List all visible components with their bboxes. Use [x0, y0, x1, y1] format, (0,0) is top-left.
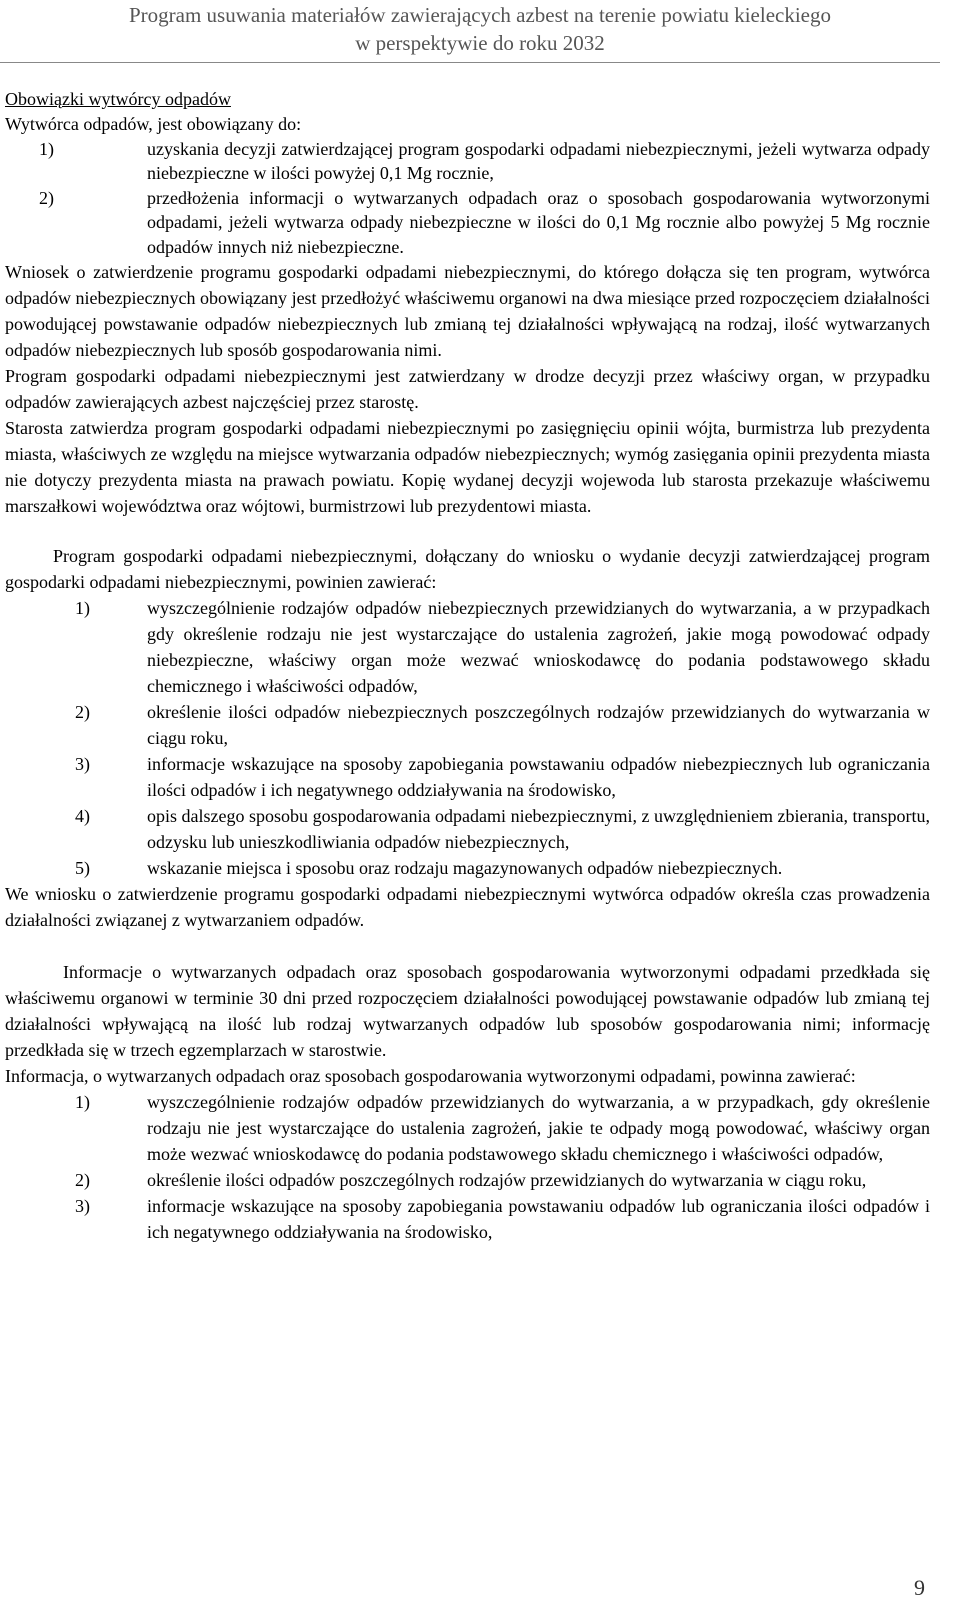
list-item — [5, 751, 930, 803]
paragraph: Informacja, o wytwarzanych odpadach oraz sposobach gospodarowania wytworzonymi odpadami, powinna zawierać: — [5, 1066, 856, 1086]
section-intro: Informacje o wytwarzanych odpadach oraz sposobach gospodarowania wytworzonymi odpadami przedkłada się właściwemu organowi w terminie 30 dni przed rozpoczęciem działalności powodującej powstawanie odpadów lub zmianą tej działalności wpływającą na ilość lub rodzaj wytwarzanych odpadów lub sposobów gospodarowania nimi; informację przedkłada się w trzech egzemplarzach w starostwie. — [5, 962, 930, 1060]
list-item-number: 1) — [75, 598, 90, 618]
list-item — [5, 803, 930, 855]
page-number: 9 — [914, 1575, 925, 1600]
paragraph: Starosta zatwierdza program gospodarki odpadami niebezpiecznymi po zasięgnięciu opinii wójta, burmistrza lub prezydenta miasta, właściwych ze względu na miejsce wytwarzania odpadów niebezpiecznych; wymóg zasięgania opinii prezydenta miasta nie dotyczy prezydenta miasta na prawach powiatu. Kopię wydanej decyzji wojewoda lub starosta przekazuje właściwemu marszałkowi województwa oraz wójtowi, burmistrzowi lub prezydentowi miasta. — [5, 418, 930, 516]
list-item — [5, 699, 930, 751]
spacer — [5, 933, 930, 959]
list-item-number: 2) — [39, 187, 54, 208]
section-producer-obligations — [5, 86, 930, 519]
list-item — [5, 1089, 930, 1167]
list-item — [5, 1167, 930, 1193]
information-contents-list — [5, 1089, 930, 1245]
list-item-number: 2) — [75, 702, 90, 722]
header-title-line-2: w perspektywie do roku 2032 — [355, 31, 605, 55]
program-contents-list — [5, 595, 930, 881]
paragraph: Program gospodarki odpadami niebezpiecznymi jest zatwierdzany w drodze decyzji przez właściwy organ, w przypadku odpadów zawierających azbest najczęściej przez starostę. — [5, 366, 930, 412]
paragraph: We wniosku o zatwierdzenie programu gospodarki odpadami niebezpiecznymi wytwórca odpadów określa czas prowadzenia działalności związanej z wytwarzaniem odpadów. — [5, 884, 930, 930]
section-heading: Obowiązki wytwórcy odpadów — [5, 89, 231, 109]
list-item-number: 3) — [75, 1196, 90, 1216]
list-item-text: informacje wskazujące na sposoby zapobiegania powstawaniu odpadów niebezpiecznych lub ograniczania ilości odpadów i ich negatywnego oddziaływania na środowisko, — [147, 754, 930, 800]
section-program-contents — [5, 543, 930, 933]
header-title-line-1: Program usuwania materiałów zawierających azbest na terenie powiatu kieleckiego — [128, 3, 832, 27]
list-item — [5, 595, 930, 699]
section-waste-information — [5, 959, 930, 1245]
list-item-number: 4) — [75, 806, 90, 826]
list-item — [5, 855, 930, 881]
list-item-text: wskazanie miejsca i sposobu oraz rodzaju magazynowanych odpadów niebezpiecznych. — [147, 858, 783, 878]
list-item-text: określenie ilości odpadów poszczególnych rodzajów przewidzianych do wytwarzania w ciągu roku, — [147, 1170, 867, 1190]
paragraph: Wniosek o zatwierdzenie programu gospodarki odpadami niebezpiecznymi, do którego dołącza się ten program, wytwórca odpadów niebezpiecznych obowiązany jest przedłożyć właściwemu organowi na dwa miesiące przed rozpoczęciem działalności powodującej powstawanie odpadów niebezpiecznych lub zmianą tej działalności wpływającą na rodzaj, ilość wytwarzanych odpadów niebezpiecznych lub sposób gospodarowania nimi. — [5, 262, 930, 360]
list-item-text: wyszczególnienie rodzajów odpadów niebezpiecznych przewidzianych do wytwarzania, a w przypadkach gdy określenie rodzaju nie jest wystarczające do ustalenia zagrożeń, jakie mogą powodować odpady niebezpieczne, właściwy organ może wezwać wnioskodawcę do podania podstawowego składu chemicznego i właściwości odpadów, — [147, 598, 930, 696]
header-divider — [0, 62, 940, 63]
list-item-number: 1) — [39, 138, 54, 159]
list-item-number: 5) — [75, 858, 90, 878]
list-item-number: 1) — [75, 1092, 90, 1112]
list-item-text: przedłożenia informacji o wytwarzanych odpadach oraz o sposobach gospodarowania wytworzonymi odpadami, jeżeli wytwarza odpady niebezpieczne w ilości do 0,1 Mg rocznie albo powyżej 5 Mg rocznie odpadów innych niż niebezpieczne. — [147, 187, 930, 257]
obligations-list — [5, 137, 930, 260]
list-item — [5, 1193, 930, 1245]
spacer — [5, 519, 930, 543]
section-intro: Program gospodarki odpadami niebezpiecznymi, dołączany do wniosku o wydanie decyzji zatwierdzającej program gospodarki odpadami niebezpiecznymi, powinien zawierać: — [5, 546, 930, 592]
list-item-text: opis dalszego sposobu gospodarowania odpadami niebezpiecznymi, z uwzględnieniem zbierania, transportu, odzysku lub unieszkodliwiania odpadów niebezpiecznych, — [147, 806, 930, 852]
list-item-text: uzyskania decyzji zatwierdzającej program gospodarki odpadami niebezpiecznymi, jeżeli wytwarza odpady niebezpieczne w ilości powyżej 0,1 Mg rocznie, — [147, 138, 930, 183]
page-body — [5, 86, 930, 1245]
list-item-number: 2) — [75, 1170, 90, 1190]
list-item-text: informacje wskazujące na sposoby zapobiegania powstawaniu odpadów lub ograniczania ilości odpadów i ich negatywnego oddziaływania na środowisko, — [147, 1196, 930, 1242]
list-item-text: określenie ilości odpadów niebezpiecznych poszczególnych rodzajów przewidzianych do wytwarzania w ciągu roku, — [147, 702, 930, 748]
list-item — [5, 137, 930, 186]
list-item-text: wyszczególnienie rodzajów odpadów przewidzianych do wytwarzania, a w przypadkach, gdy określenie rodzaju nie jest wystarczające do ustalenia zagrożeń, jakie te odpady mogą powodować, właściwy organ może wezwać wnioskodawcę do podania podstawowego składu chemicznego i właściwości odpadów, — [147, 1092, 930, 1164]
running-header — [0, 0, 960, 57]
list-item — [5, 186, 930, 260]
list-item-number: 3) — [75, 754, 90, 774]
section-intro: Wytwórca odpadów, jest obowiązany do: — [5, 114, 302, 134]
